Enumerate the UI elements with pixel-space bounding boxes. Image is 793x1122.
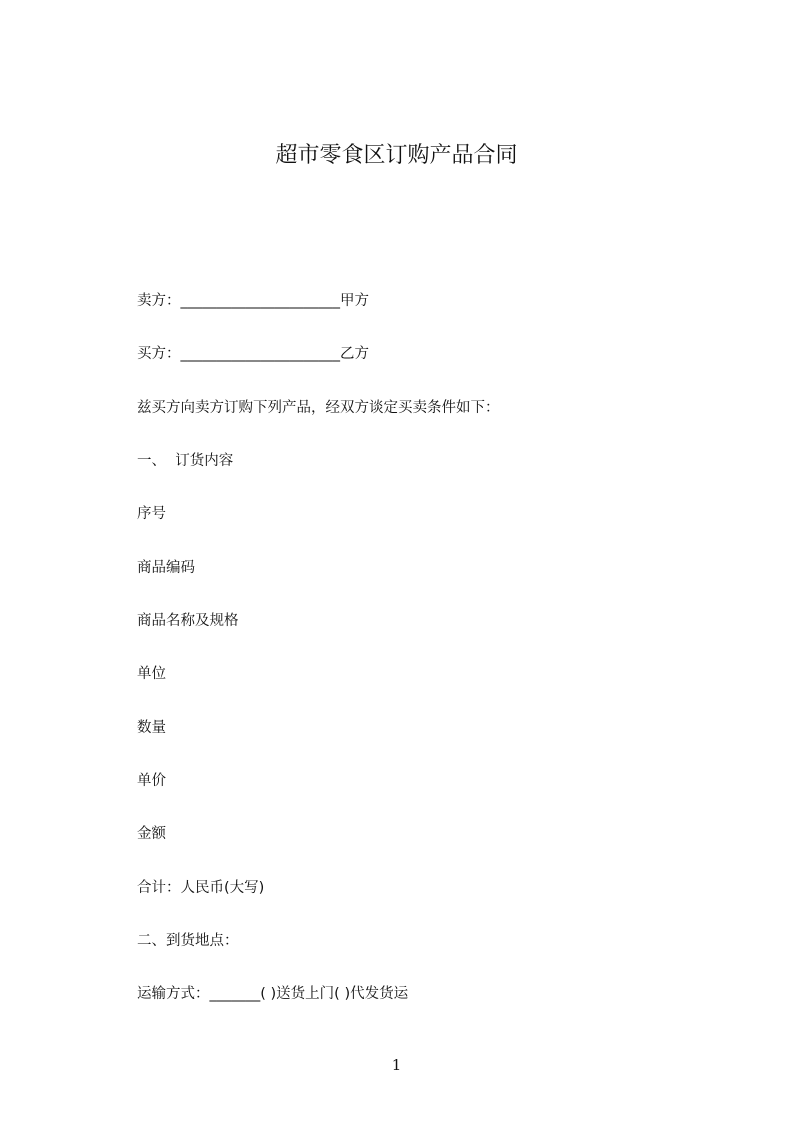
field-product-name-spec: 商品名称及规格 [137, 613, 239, 629]
field-quantity: 数量 [137, 720, 166, 736]
transport-method-line: 运输方式：_______( )送货上门( )代发货运 [137, 986, 409, 1002]
seller-line: 卖方：______________________甲方 [137, 293, 369, 309]
section-heading-delivery-location: 二、到货地点： [137, 933, 239, 949]
intro-paragraph: 兹买方向卖方订购下列产品，经双方谈定买卖条件如下： [137, 400, 500, 416]
section-heading-order-content: 一、 订货内容 [137, 453, 234, 469]
field-serial-number: 序号 [137, 506, 166, 522]
field-product-code: 商品编码 [137, 560, 195, 576]
field-unit: 单位 [137, 666, 166, 682]
page-number: 1 [391, 1056, 402, 1074]
field-amount: 金额 [137, 826, 166, 842]
contract-title: 超市零食区订购产品合同 [275, 143, 518, 168]
total-line: 合计：人民币(大写) [137, 880, 265, 896]
field-unit-price: 单价 [137, 773, 166, 789]
buyer-line: 买方：______________________乙方 [137, 346, 369, 362]
